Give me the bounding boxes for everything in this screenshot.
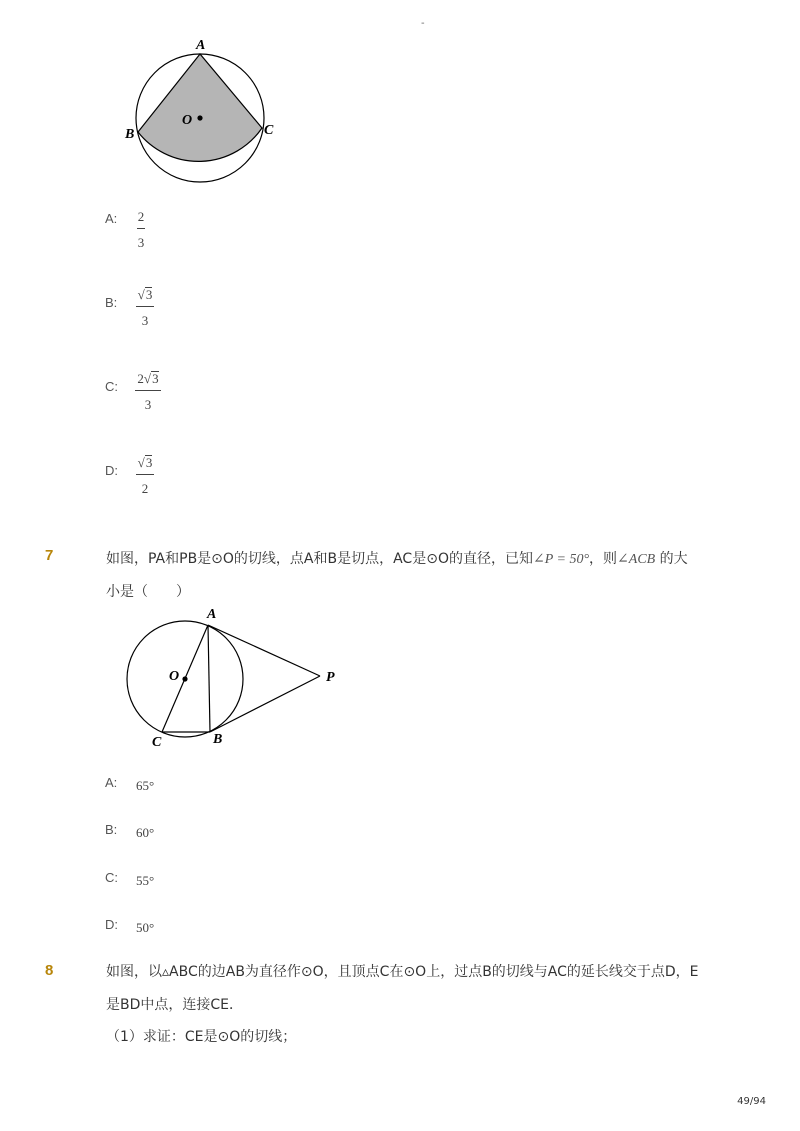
q7-option-c-value[interactable]: 55° <box>136 873 155 888</box>
q6-option-d-value[interactable] <box>135 455 155 497</box>
q7-label-c: C <box>152 735 162 750</box>
q7-label-p: P <box>326 670 335 685</box>
page-number: 49/94 <box>737 1096 766 1107</box>
q8-number: 8 <box>45 962 54 979</box>
q6-option-b-label[interactable]: B: <box>105 295 118 310</box>
q6-label-o: O <box>182 113 193 128</box>
q6-option-a-label[interactable]: A: <box>105 211 118 226</box>
q7-number: 7 <box>45 547 54 564</box>
q6-option-c-coef: 2 <box>137 371 144 386</box>
q7-line-ab <box>208 625 210 732</box>
q6-option-d-den: 2 <box>141 481 149 496</box>
q7-text-part3: 的大 <box>655 551 688 567</box>
q7-option-d-label[interactable]: D: <box>105 917 118 932</box>
q6-option-a-den: 3 <box>137 235 145 250</box>
q6-option-d-radicand: 3 <box>145 455 153 470</box>
q7-option-a-value[interactable]: 65° <box>136 778 155 793</box>
q7-line-pb <box>210 676 320 732</box>
q6-sector <box>138 54 262 161</box>
q7-math-angle-p: ∠P = 50° <box>532 552 590 567</box>
q6-option-b-den: 3 <box>141 313 149 328</box>
q6-option-c-sqrt-icon: √3 <box>143 371 159 386</box>
q7-option-c-label[interactable]: C: <box>105 870 118 885</box>
q7-text-part1: 如图，PA和PB是⊙O的切线，点A和B是切点，AC是⊙O的直径，已知 <box>106 551 533 567</box>
q7-text-line1 <box>106 549 688 570</box>
q7-option-a-label[interactable]: A: <box>105 775 118 790</box>
q6-option-c-value[interactable] <box>134 371 162 413</box>
q6-figure <box>120 34 290 190</box>
q6-option-d-sqrt-icon: √3 <box>137 455 153 470</box>
q6-option-d-label[interactable]: D: <box>105 463 118 478</box>
q6-label-a: A <box>196 38 206 53</box>
q6-label-c: C <box>264 123 274 138</box>
q7-line-pa <box>208 625 320 676</box>
q6-option-a-value[interactable] <box>134 209 148 251</box>
q6-label-b: B <box>125 127 135 142</box>
q6-option-b-value[interactable] <box>135 287 155 329</box>
q8-text-line2: 是BD中点，连接CE． <box>106 997 244 1013</box>
q7-figure <box>120 604 350 754</box>
q7-math-angle-acb: ∠ACB <box>617 552 656 567</box>
header-mark: - <box>421 18 425 29</box>
q7-option-b-label[interactable]: B: <box>105 822 118 837</box>
q8-text-line1: 如图，以▵ABC的边AB为直径作⊙O，且顶点C在⊙O上，过点B的切线与AC的延长线交于点D，E <box>106 964 699 980</box>
q7-text-line2: 小是（ ） <box>106 584 190 600</box>
q6-option-c-label[interactable]: C: <box>105 379 118 394</box>
q7-center-dot <box>182 676 187 681</box>
q7-label-a: A <box>207 607 217 622</box>
q7-option-d-value[interactable]: 50° <box>136 920 155 935</box>
q6-option-a-num: 2 <box>137 209 145 224</box>
q7-label-b: B <box>213 732 223 747</box>
q6-option-b-radicand: 3 <box>145 287 153 302</box>
q7-label-o: O <box>169 669 180 684</box>
q6-center-dot <box>197 115 202 120</box>
q7-option-b-value[interactable]: 60° <box>136 825 155 840</box>
q6-option-c-radicand: 3 <box>152 371 159 386</box>
q6-option-c-den: 3 <box>144 397 152 412</box>
q7-text-part2: ，则 <box>589 551 618 567</box>
q6-option-b-sqrt-icon: √3 <box>137 287 153 302</box>
q8-text-line3: （1）求证：CE是⊙O的切线； <box>106 1029 297 1045</box>
